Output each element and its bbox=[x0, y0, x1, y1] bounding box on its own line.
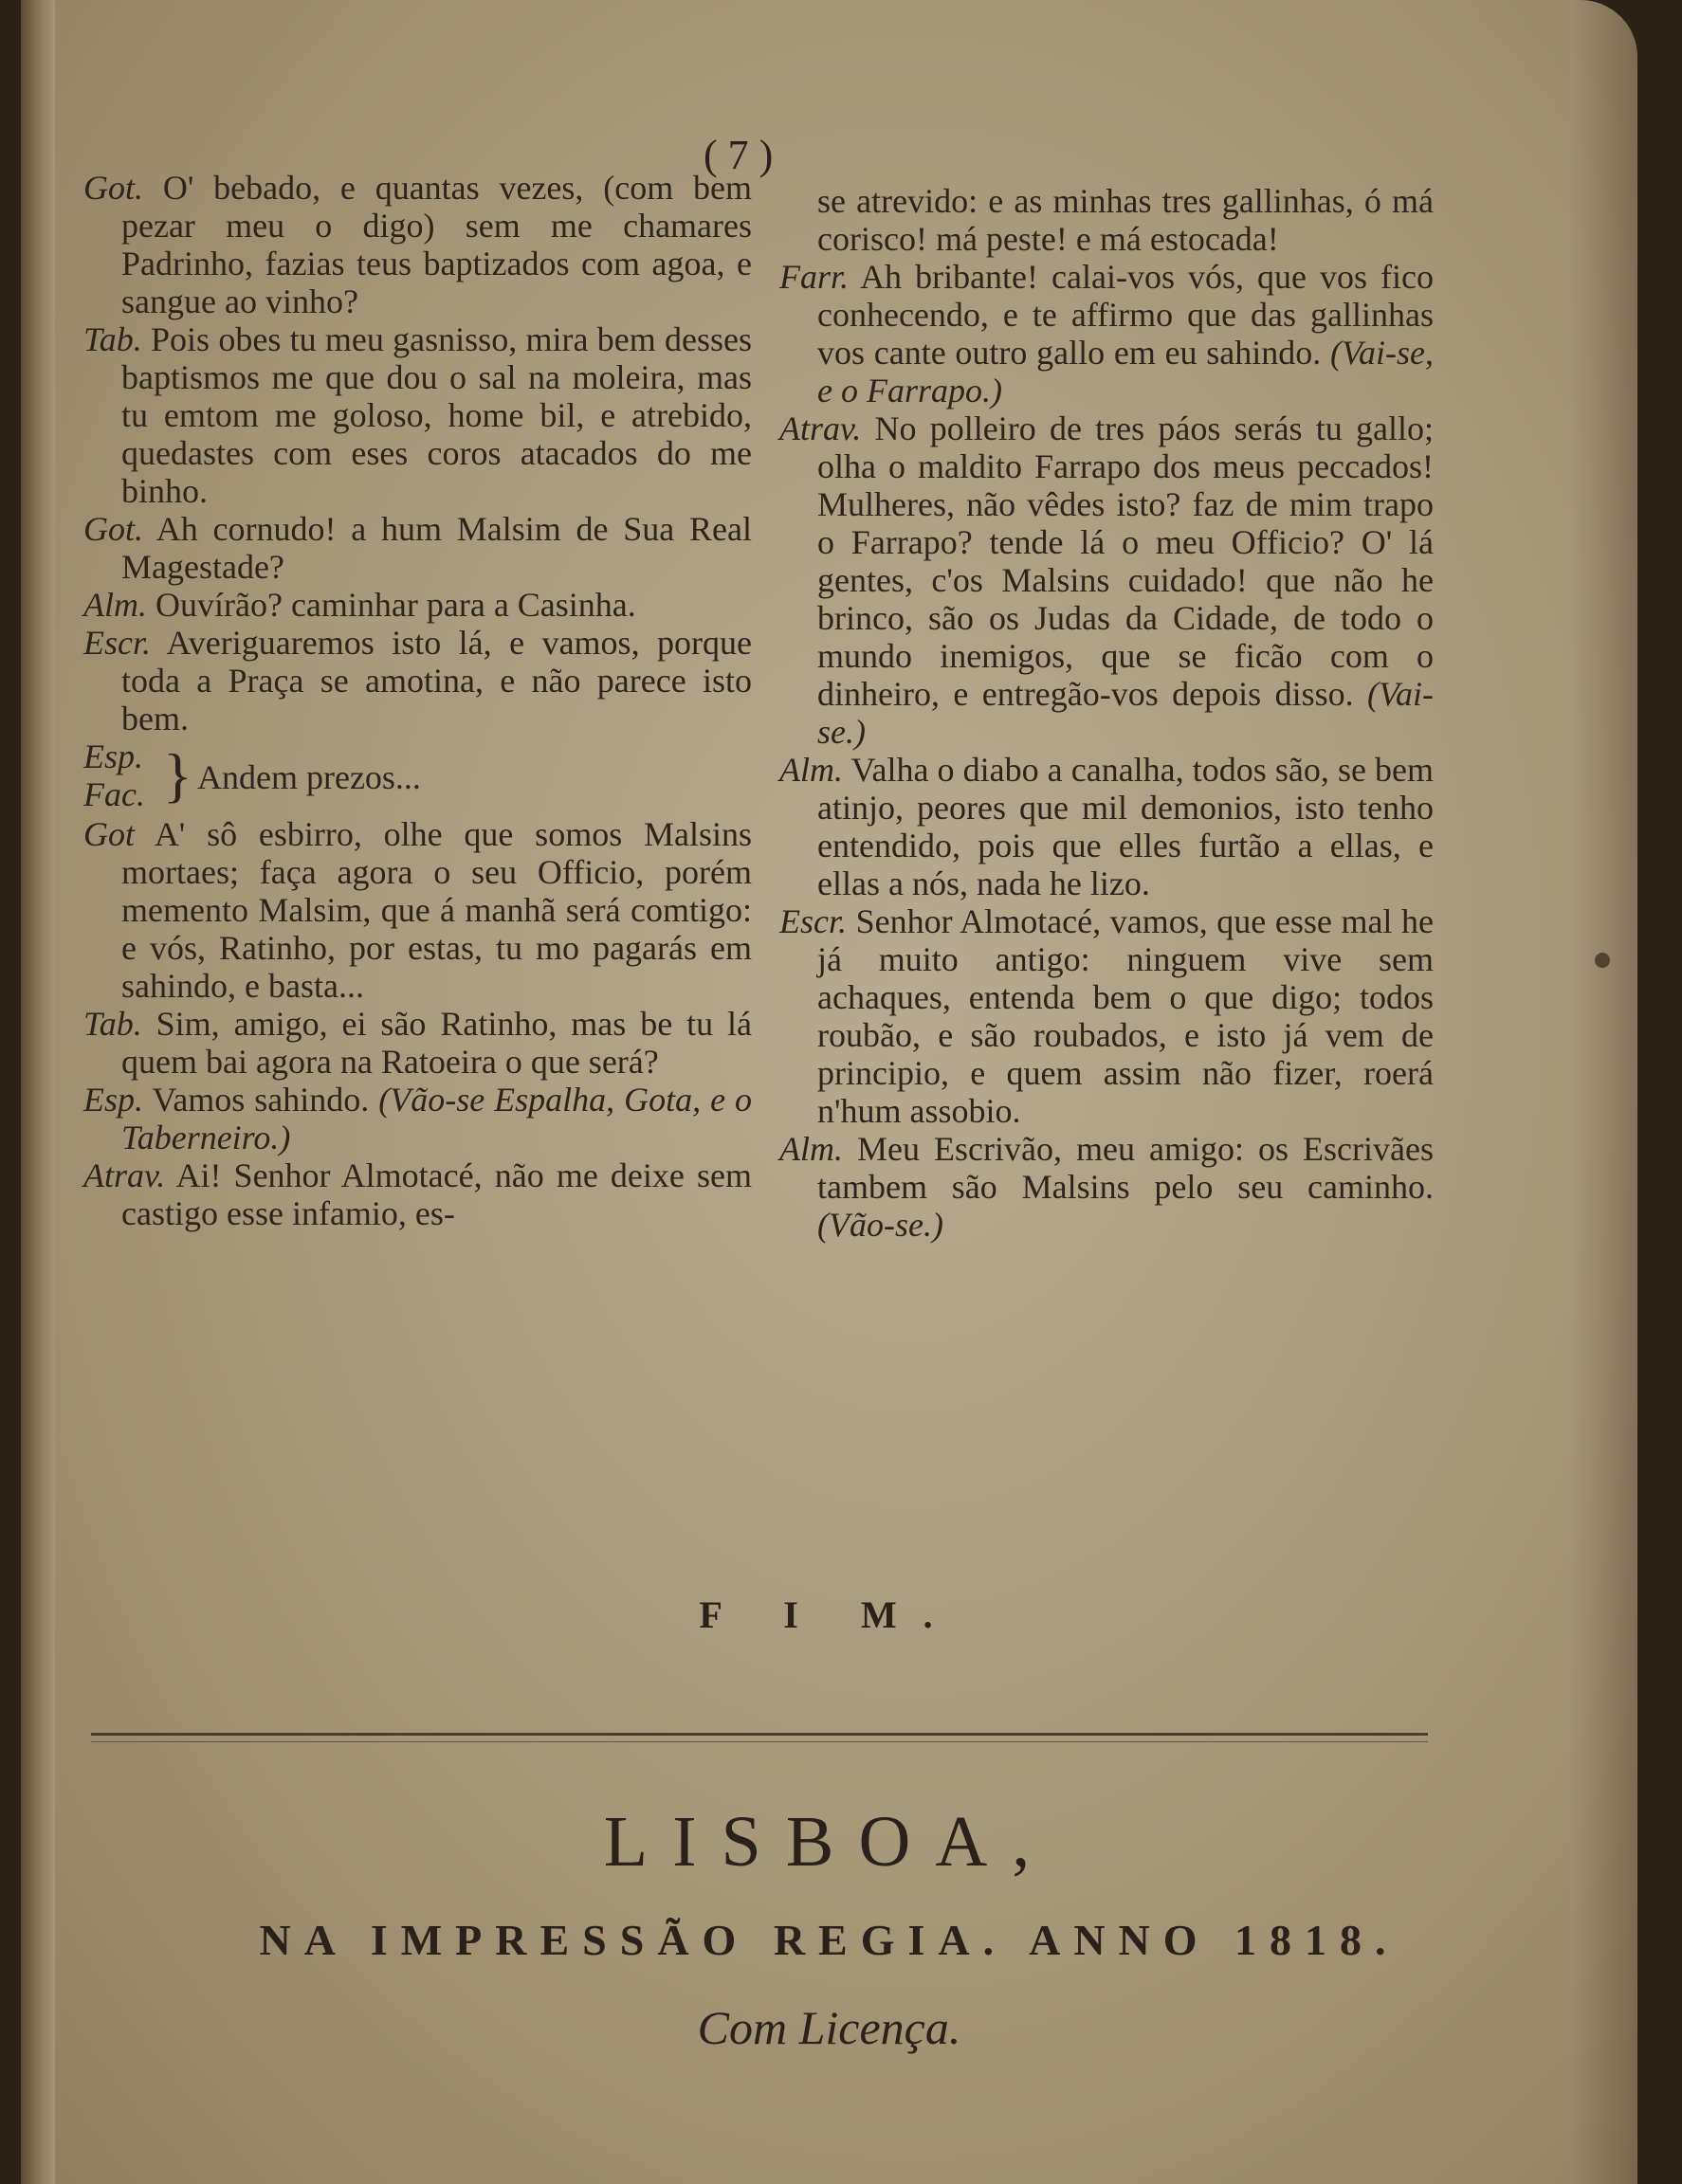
speech bbox=[779, 410, 1434, 751]
speech-text: A' sô esbirro, olhe que somos Malsins mortaes; faça agora o seu Officio, porém memento Malsim, que á manhã será comtigo: e vós, Ratinho, por estas, tu mo pagarás em sahindo, e basta... bbox=[121, 815, 753, 1005]
speaker: Escr. bbox=[779, 902, 847, 940]
speaker: Alm. bbox=[779, 751, 843, 789]
speaker: Atrav. bbox=[83, 1156, 166, 1194]
speaker: Tab. bbox=[83, 1005, 142, 1043]
speech-text: Ah bribante! calai-vos vós, que vos fico conhecendo, e te affirmo que das gallinhas vos cante outro gallo em eu sahindo. bbox=[817, 258, 1434, 372]
imprint-city: LISBOA, bbox=[603, 1802, 1055, 1882]
speech bbox=[83, 320, 752, 510]
speech bbox=[779, 258, 1434, 410]
speech bbox=[83, 169, 752, 320]
continued-speech: se atrevido: e as minhas tres gallinhas, ó má corisco! má peste! e má estocada! bbox=[817, 182, 1434, 258]
speaker: Fac. bbox=[83, 775, 145, 813]
speech bbox=[83, 510, 752, 586]
speech-text: Ai! Senhor Almotacé, não me deixe sem castigo esse infamio, es- bbox=[121, 1156, 753, 1232]
speaker: Got. bbox=[83, 510, 143, 548]
speaker: Farr. bbox=[779, 258, 850, 296]
speech bbox=[83, 815, 752, 1005]
speech-text: Vamos sahindo. bbox=[152, 1081, 370, 1119]
speaker: Esp. bbox=[83, 737, 143, 775]
brace-symbol: } bbox=[163, 741, 192, 809]
speaker: Alm. bbox=[779, 1130, 843, 1168]
speech bbox=[779, 902, 1434, 1130]
speech bbox=[779, 1130, 1434, 1244]
licence-line: Com Licença. bbox=[697, 2001, 961, 2054]
speaker: Escr. bbox=[83, 624, 151, 662]
speech-text: Ouvírão? caminhar para a Casinha. bbox=[155, 586, 636, 624]
left-column bbox=[83, 169, 752, 1232]
speech-text: Ah cornudo! a hum Malsim de Sua Real Magestade? bbox=[121, 510, 752, 586]
speech-text: Pois obes tu meu gasnisso, mira bem desses baptismos me que dou o sal na moleira, mas tu emtom me goloso, home bil, e atrebido, quedastes com eses coros atacados do me binho. bbox=[121, 320, 753, 510]
imprint-line: NA IMPRESSÃO REGIA. ANNO 1818. bbox=[259, 1916, 1399, 1964]
speaker: Tab. bbox=[83, 320, 142, 358]
speaker: Got. bbox=[83, 169, 143, 207]
speaker: Atrav. bbox=[779, 410, 862, 447]
stage-direction: (Vão-se.) bbox=[817, 1206, 943, 1244]
speech-text: No polleiro de tres páos serás tu gallo; olha o maldito Farrapo dos meus peccados! Mulheres, não vêdes isto? faz de mim trapo o Farrapo? tende lá o meu Officio? O' lá gentes, c'os Malsins cuidado! que não he brinco, são os Judas da Cidade, de todo o mundo inemigos, que se ficão com o dinheiro, e entregão-vos depois disso. bbox=[817, 410, 1434, 713]
speech bbox=[83, 1005, 752, 1081]
page-number: ( 7 ) bbox=[704, 132, 774, 178]
speech bbox=[83, 1081, 752, 1156]
stage-direction: (Vai-se, e o Farrapo.) bbox=[817, 334, 1435, 410]
right-column bbox=[779, 182, 1434, 1244]
speech bbox=[83, 624, 752, 737]
speech-text: Averiguaremos isto lá, e vamos, porque toda a Praça se amotina, e não parece isto bem. bbox=[121, 624, 752, 737]
speech-text: Sim, amigo, ei são Ratinho, mas be tu lá quem bai agora na Ratoeira o que será? bbox=[121, 1005, 753, 1081]
book-page bbox=[21, 0, 1637, 2184]
ink-spot bbox=[1595, 953, 1610, 968]
speech-text: O' bebado, e quantas vezes, (com bem pezar meu o digo) sem me chamares Padrinho, fazias teus baptizados com agoa, e sangue ao vinho? bbox=[121, 169, 752, 320]
speaker: Got bbox=[83, 815, 135, 853]
speech-text: Andem prezos... bbox=[197, 758, 421, 796]
divider-rule bbox=[91, 1733, 1428, 1742]
end-mark: F I M. bbox=[699, 1593, 960, 1636]
speaker: Esp. bbox=[83, 1081, 143, 1119]
speech-text: Senhor Almotacé, vamos, que esse mal he já muito antigo: ninguem vive sem achaques, entenda bem o que digo; todos roubão, e são roubados, e isto já vem de principio, e quem assim não fizer, roerá n'hum assobio. bbox=[817, 902, 1434, 1130]
speech bbox=[83, 1156, 752, 1232]
speech bbox=[779, 751, 1434, 902]
stage-direction: (Vão-se Espalha, Gota, e o Taberneiro.) bbox=[121, 1081, 753, 1156]
speech-text: Valha o diabo a canalha, todos são, se bem atinjo, peores que mil demonios, isto tenho entendido, pois que elles furtão a ellas, e ellas a nós, nada he lizo. bbox=[817, 751, 1434, 902]
speech bbox=[83, 586, 752, 624]
speech-text: Meu Escrivão, meu amigo: os Escrivães tambem são Malsins pelo seu caminho. bbox=[817, 1130, 1434, 1206]
joint-speech bbox=[83, 737, 752, 815]
stage-direction: (Vai-se.) bbox=[817, 675, 1435, 751]
speaker: Alm. bbox=[83, 586, 147, 624]
